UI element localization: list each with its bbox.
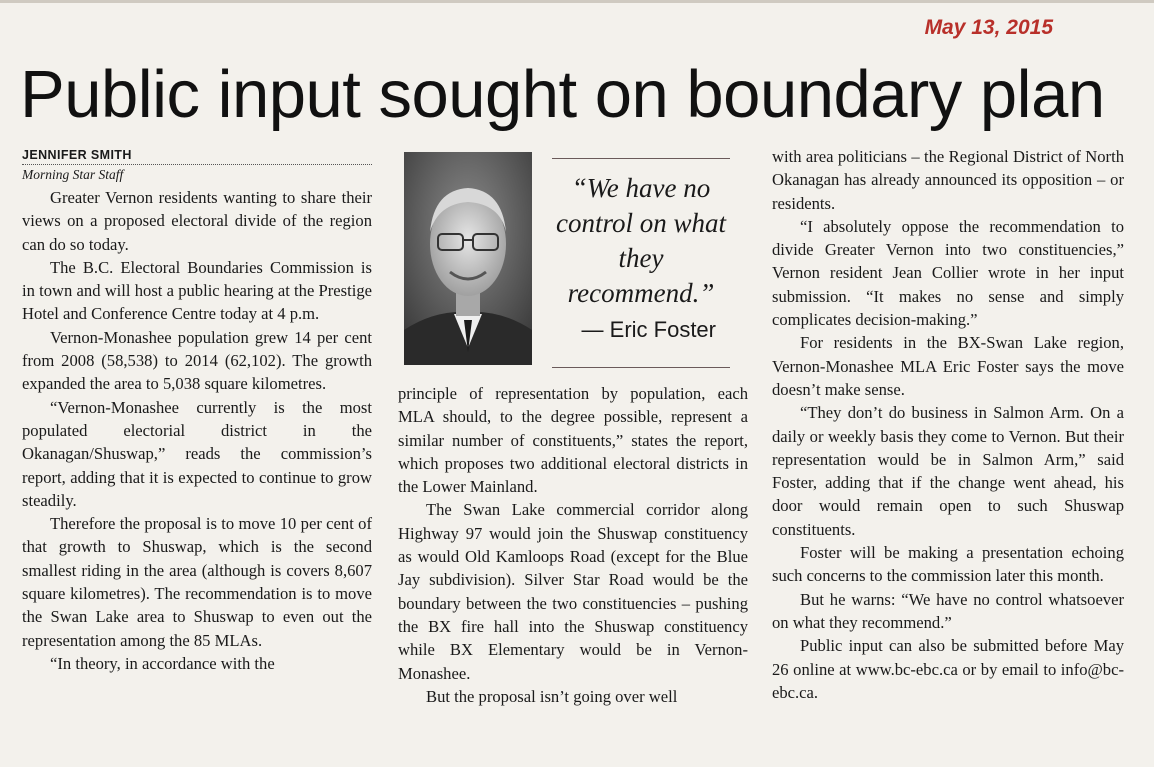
pull-quote [552,158,730,368]
paragraph: But the proposal isn’t going over well [426,686,678,706]
paragraph: Greater Vernon residents wanting to share their views on a proposed electoral divide of the region can do so today. [22,188,372,254]
paragraph: Therefore the proposal is to move 10 per cent of that growth to Shuswap, which is the second smallest riding in the area (although is covers 8,607 square kilometres). The recommendation is to move the Swan Lake area to Shuswap to even out the representation among the 85 MLAs. [22,514,372,650]
paragraph: “In theory, in accordance with the [50,653,275,673]
byline: JENNIFER SMITH [22,146,372,165]
paragraph: Vernon-Monashee population grew 14 per cent from 2008 (58,538) to 2014 (62,102). The growth expanded the area to 5,038 square kilometres. [22,327,372,394]
article-column-3 [772,145,1124,704]
article-column-1 [22,146,372,675]
paragraph: For residents in the BX-Swan Lake region, Vernon-Monashee MLA Eric Foster says the move doesn’t make sense. [772,333,1124,399]
paragraph: Foster will be making a presentation echoing such concerns to the commission later this month. [772,543,1124,586]
paragraph: But he warns: “We have no control whatsoever on what they recommend.” [772,589,1124,632]
paragraph: “They don’t do business in Salmon Arm. On a daily or weekly basis they come to Vernon. But their representation would be in Salmon Arm,” said Foster, adding that if the change went ahead, his door would remain open to such Shuswap constituents. [772,403,1124,539]
quote-author: — Eric Foster [581,317,716,342]
paragraph: principle of representation by population, each MLA should, to the degree possible, represent a similar number of constituents,” states the report, which proposes two additional electoral districts in the Lower Mainland. [398,384,748,497]
paragraph: The B.C. Electoral Boundaries Commission is in town and will host a public hearing at the Prestige Hotel and Conference Centre today at 4 p.m. [22,257,372,324]
paragraph: Public input can also be submitted before May 26 online at www.bc-ebc.ca or by email to info@bc-ebc.ca. [772,636,1124,702]
portrait-illustration [404,152,532,365]
top-rule [0,0,1154,3]
paragraph: “Vernon-Monashee currently is the most populated electorial district in the Okanagan/Shuswap,” reads the commission’s report, adding that it is expected to continue to grow steadily. [22,397,372,510]
paragraph: with area politicians – the Regional District of North Okanagan has already announced its opposition – or residents. [772,147,1124,213]
article-column-2 [398,382,748,708]
headline: Public input sought on boundary plan [20,57,1105,132]
paragraph: “I absolutely oppose the recommendation to divide Greater Vernon into two constituencies,” Vernon resident Jean Collier wrote in her input submission. “It makes no sense and simply complicates decision-making.” [772,216,1124,330]
headshot-photo [404,152,532,365]
paragraph: The Swan Lake commercial corridor along Highway 97 would join the Shuswap constituency as would Old Kamloops Road (except for the Blue Jay subdivision). Silver Star Road would be the boundary between the two constituencies – pushing the BX fire hall into the Shuswap constituency while BX Elementary would be in Vernon-Monashee. [398,500,748,683]
publication-date: May 13, 2015 [924,16,1053,39]
quote-text: “We have no control on what they recommend.” [555,173,726,308]
staff-credit: Morning Star Staff [22,167,124,182]
